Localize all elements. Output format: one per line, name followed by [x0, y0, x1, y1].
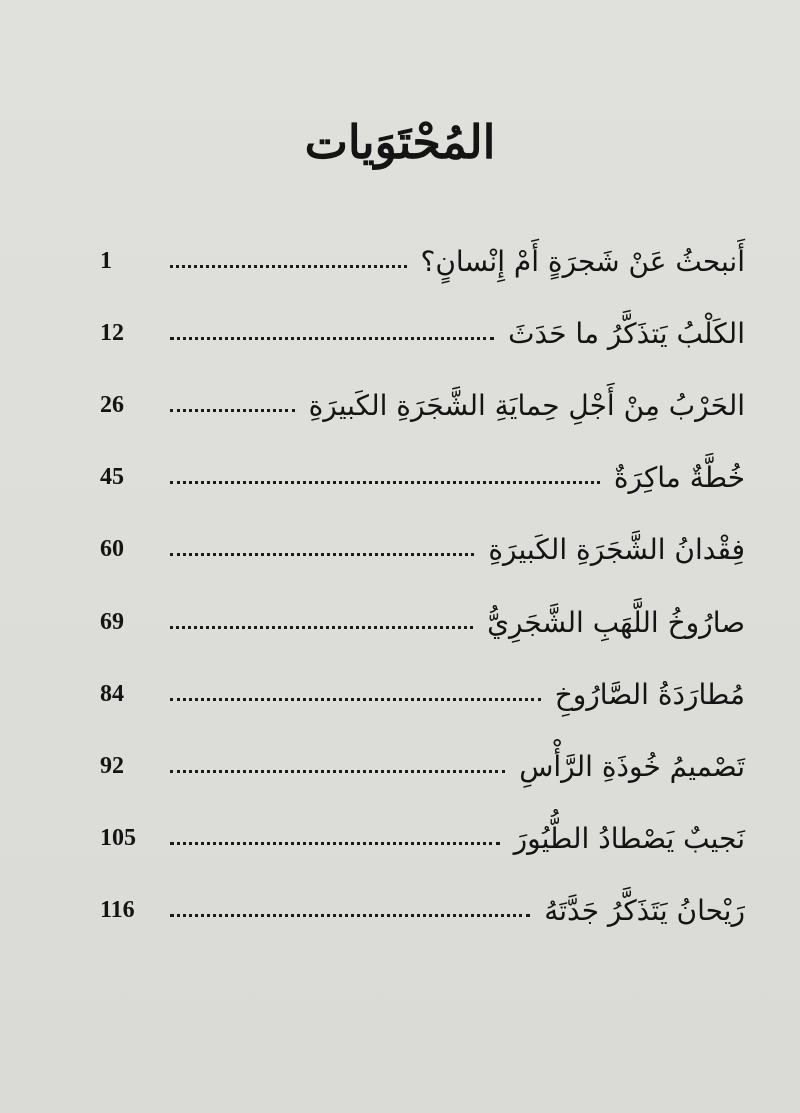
toc-entry — [100, 875, 745, 947]
toc-chapter-title: الحَرْبُ مِنْ أَجْلِ حِمايَةِ الشَّجَرَةِ الكَبيرَةِ — [308, 388, 745, 422]
table-of-contents — [100, 225, 745, 947]
toc-chapter-title: نَجيبٌ يَصْطادُ الطُّيُورَ — [513, 822, 745, 856]
toc-page-number: 60 — [100, 536, 124, 563]
page-title: المُحْتَوَيات — [304, 115, 496, 169]
toc-entry — [100, 730, 745, 802]
toc-chapter-title: صارُوخُ اللَّهَبِ الشَّجَرِيُّ — [487, 605, 745, 639]
toc-entry — [100, 369, 745, 441]
toc-chapter-title: فِقْدانُ الشَّجَرَةِ الكَبيرَةِ — [488, 533, 745, 567]
toc-entry — [100, 297, 745, 369]
toc-page-number: 12 — [100, 319, 124, 346]
toc-entry — [100, 586, 745, 658]
toc-chapter-title: مُطارَدَةُ الصَّارُوخِ — [554, 677, 745, 711]
toc-entry — [100, 225, 745, 297]
toc-entry — [100, 658, 745, 730]
toc-entry — [100, 514, 745, 586]
toc-page-number: 26 — [100, 391, 124, 418]
toc-page-number: 84 — [100, 680, 124, 707]
toc-chapter-title: الكَلْبُ يَتذَكَّرُ ما حَدَثَ — [508, 316, 745, 350]
toc-page-number: 92 — [100, 752, 124, 779]
toc-chapter-title: رَيْحانُ يَتَذَكَّرُ جَدَّتَهُ — [544, 894, 745, 928]
toc-dot-leader — [170, 842, 500, 845]
toc-chapter-title: تَصْميمُ خُوذَةِ الرَّأْسِ — [519, 749, 745, 783]
toc-chapter-title: أَنبحثُ عَنْ شَجرَةٍ أَمْ إِنْسانٍ؟ — [420, 244, 745, 278]
toc-dot-leader — [170, 337, 494, 340]
toc-dot-leader — [170, 626, 473, 629]
toc-page-number: 116 — [100, 897, 135, 924]
toc-dot-leader — [170, 770, 505, 773]
toc-page-number: 69 — [100, 608, 124, 635]
toc-dot-leader — [170, 698, 541, 701]
toc-dot-leader — [170, 409, 295, 412]
toc-entry — [100, 442, 745, 514]
toc-page-number: 1 — [100, 247, 112, 274]
toc-chapter-title: خُطَّةٌ ماكِرَةٌ — [613, 461, 745, 495]
toc-page-number: 45 — [100, 464, 124, 491]
toc-page-number: 105 — [100, 825, 136, 852]
toc-dot-leader — [170, 914, 530, 917]
toc-dot-leader — [170, 481, 600, 484]
toc-dot-leader — [170, 553, 474, 556]
toc-entry — [100, 803, 745, 875]
toc-dot-leader — [170, 265, 407, 268]
